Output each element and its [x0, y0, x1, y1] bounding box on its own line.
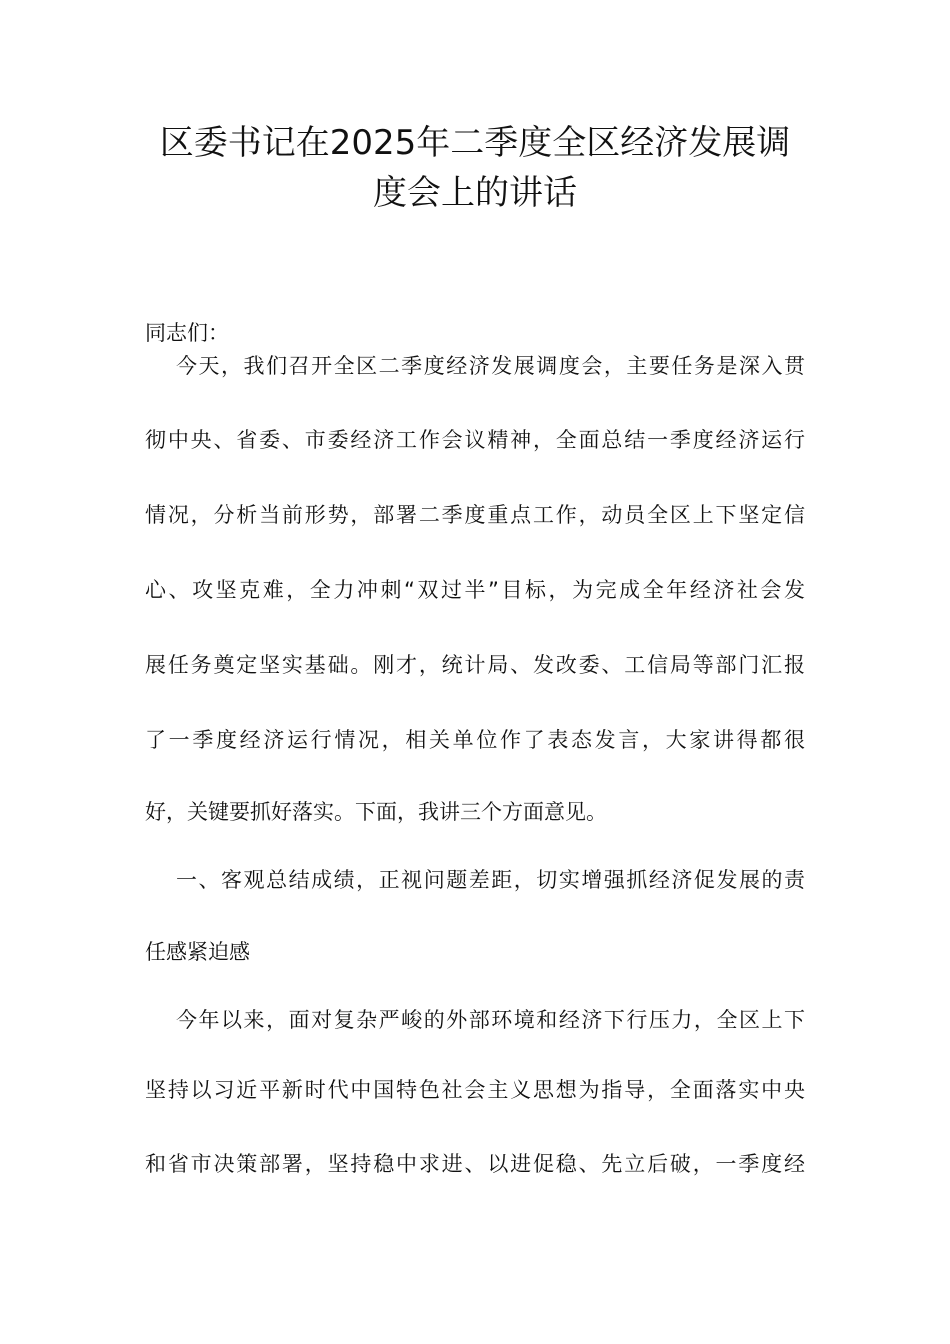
heading-line: 一、客观总结成绩，正视问题差距，切实增强抓经济促发展的责 — [176, 868, 805, 892]
paragraph-line: 今天，我们召开全区二季度经济发展调度会，主要任务是深入贯 — [176, 354, 805, 378]
paragraph-line: 展任务奠定坚实基础。刚才，统计局、发改委、工信局等部门汇报 — [145, 653, 805, 677]
paragraph-line: 了一季度经济运行情况，相关单位作了表态发言，大家讲得都很 — [145, 728, 805, 752]
salutation: 同志们： — [145, 321, 229, 345]
paragraph-line: 坚持以习近平新时代中国特色社会主义思想为指导，全面落实中央 — [145, 1078, 805, 1102]
paragraph-line: 心、攻坚克难，全力冲刺“双过半”目标，为完成全年经济社会发 — [145, 578, 805, 602]
document-title-line-1: 区委书记在2025年二季度全区经济发展调 — [159, 123, 791, 163]
paragraph-line: 和省市决策部署，坚持稳中求进、以进促稳、先立后破，一季度经 — [145, 1152, 805, 1176]
document-title-line-2: 度会上的讲话 — [373, 173, 577, 213]
heading-line: 任感紧迫感 — [145, 940, 250, 964]
paragraph-line: 彻中央、省委、市委经济工作会议精神，全面总结一季度经济运行 — [145, 428, 805, 452]
paragraph-line: 好，关键要抓好落实。下面，我讲三个方面意见。 — [145, 800, 607, 824]
paragraph-line: 今年以来，面对复杂严峻的外部环境和经济下行压力，全区上下 — [176, 1008, 805, 1032]
paragraph-line: 情况，分析当前形势，部署二季度重点工作，动员全区上下坚定信 — [145, 503, 805, 527]
